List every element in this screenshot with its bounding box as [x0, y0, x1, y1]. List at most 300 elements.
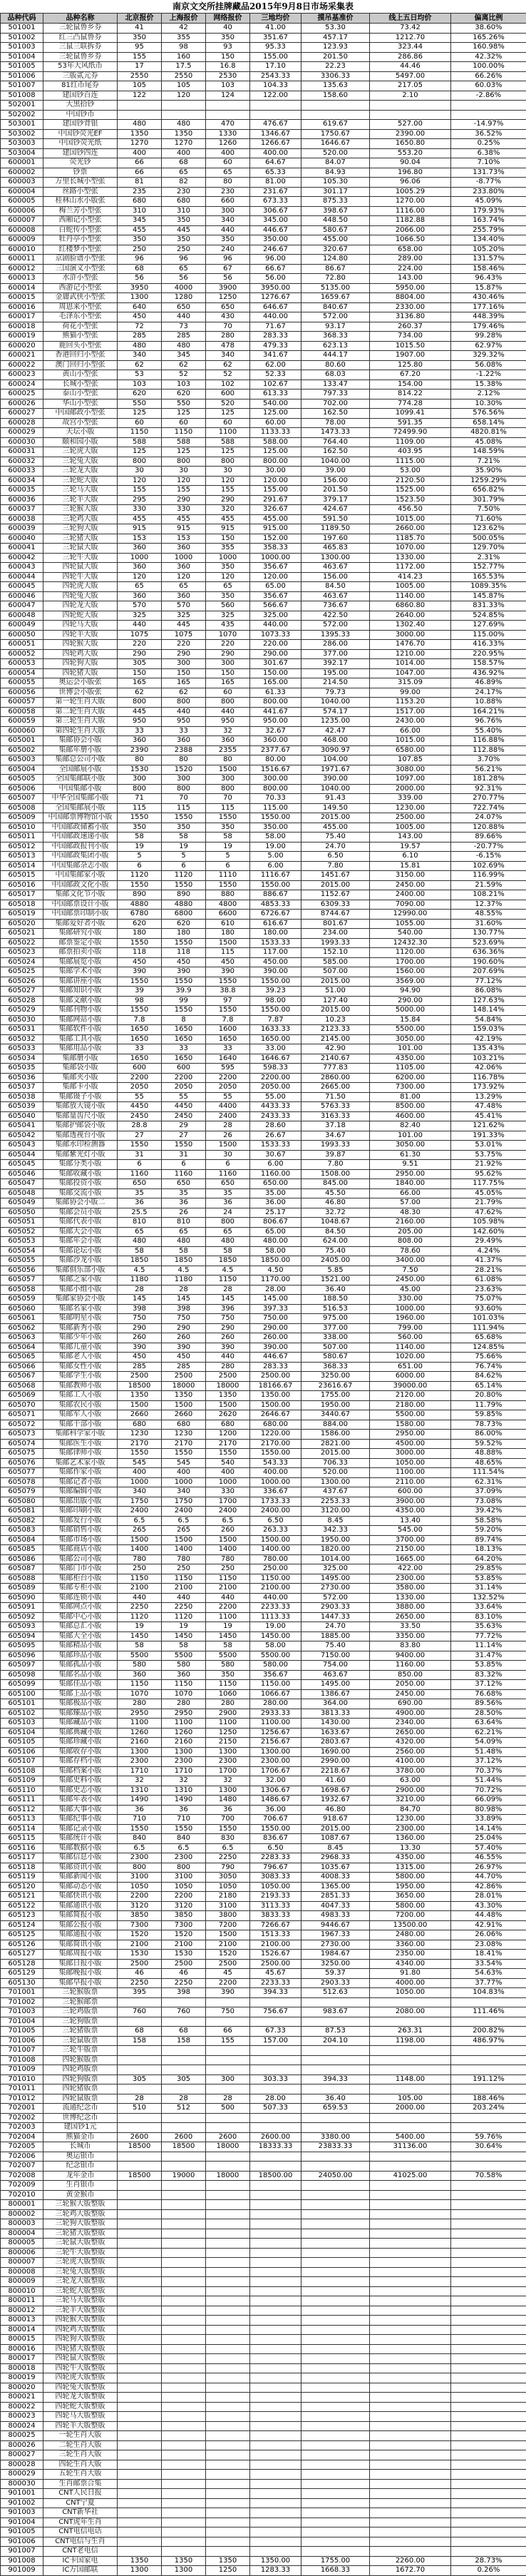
benchmark-price-cell: 34.67: [301, 1131, 370, 1141]
deviation-cell: -8.77%: [451, 178, 526, 188]
name-cell: 三轮鸡大版: [43, 514, 118, 524]
avg-price-cell: 390.00: [250, 967, 301, 977]
five-day-avg-cell: 1014.00: [370, 659, 451, 669]
avg-price-cell: 1000.00: [250, 1477, 301, 1487]
name-cell: CNT人民日报: [43, 2489, 118, 2499]
shanghai-price-cell: 26: [162, 1208, 206, 1218]
code-cell: 605050: [1, 1208, 43, 1218]
name-cell: 集邮公司小版: [43, 1554, 118, 1564]
shanghai-price-cell: 620: [162, 919, 206, 929]
five-day-avg-cell: 2110.00: [370, 1477, 451, 1487]
beijing-price-cell: 1750: [118, 1497, 162, 1507]
avg-price-cell: 95.33: [250, 43, 301, 53]
online-price-cell: 18000: [206, 1381, 250, 1391]
shanghai-price-cell: 1500: [162, 1535, 206, 1545]
table-row: [1, 1670, 526, 1680]
deviation-cell: [451, 2286, 526, 2296]
name-cell: 三轮鼠鲁乡券: [43, 52, 118, 62]
avg-price-cell: [250, 2046, 301, 2056]
name-cell: 四轮牛大版整版: [43, 2363, 118, 2373]
table-row: [1, 1612, 526, 1622]
online-price-cell: 1600: [206, 1025, 250, 1035]
name-cell: 第三轮生肖大版: [43, 717, 118, 727]
shanghai-price-cell: 80: [162, 755, 206, 765]
five-day-avg-cell: 217.05: [370, 81, 451, 91]
avg-price-cell: [250, 110, 301, 120]
avg-price-cell: 397.33: [250, 1304, 301, 1314]
online-price-cell: 260: [206, 1526, 250, 1536]
table-row: [1, 43, 526, 53]
benchmark-price-cell: 127.40: [301, 996, 370, 1006]
deviation-cell: 76.74%: [451, 1362, 526, 1372]
name-cell: 集邮收存小版: [43, 1747, 118, 1757]
online-price-cell: 1060: [206, 1689, 250, 1699]
deviation-cell: 48.65%: [451, 1458, 526, 1468]
beijing-price-cell: 680: [118, 197, 162, 207]
five-day-avg-cell: 339.00: [370, 794, 451, 804]
name-cell: 四轮鸡版票: [43, 2065, 118, 2075]
benchmark-price-cell: 338.00: [301, 1333, 370, 1343]
table-row: [1, 880, 526, 890]
shanghai-price-cell: [162, 2450, 206, 2460]
deviation-cell: 301.79%: [451, 495, 526, 505]
table-row: [1, 486, 526, 496]
deviation-cell: [451, 2229, 526, 2239]
table-row: [1, 2258, 526, 2268]
table-row: [1, 813, 526, 823]
avg-price-cell: 2543.33: [250, 71, 301, 81]
online-price-cell: 350: [206, 33, 250, 43]
beijing-price-cell: 66: [118, 168, 162, 178]
online-price-cell: 35: [206, 1188, 250, 1198]
code-cell: 605120: [1, 1882, 43, 1892]
name-cell: 三轮猴邮票: [43, 1997, 118, 2007]
deviation-cell: 121.62%: [451, 1121, 526, 1131]
shanghai-price-cell: 65: [162, 264, 206, 274]
five-day-avg-cell: 1099.41: [370, 409, 451, 419]
code-cell: 800029: [1, 2470, 43, 2480]
avg-price-cell: [250, 2383, 301, 2393]
table-row: [1, 572, 526, 582]
deviation-cell: 255.79%: [451, 225, 526, 235]
beijing-price-cell: 300: [118, 775, 162, 785]
name-cell: 建国钞背银: [43, 120, 118, 130]
deviation-cell: 173.92%: [451, 1083, 526, 1093]
table-row: [1, 1930, 526, 1940]
online-price-cell: 390: [206, 1343, 250, 1353]
table-row: [1, 1025, 526, 1035]
benchmark-price-cell: 1152.67: [301, 890, 370, 900]
deviation-cell: 329.32%: [451, 351, 526, 361]
benchmark-price-cell: 1950.00: [301, 1400, 370, 1410]
name-cell: 三轮鼠大版整版: [43, 2239, 118, 2249]
table-row: [1, 1410, 526, 1420]
shanghai-price-cell: 6: [162, 1160, 206, 1170]
shanghai-price-cell: 2050: [162, 1083, 206, 1093]
code-cell: 605074: [1, 1439, 43, 1449]
deviation-cell: [451, 2277, 526, 2287]
avg-price-cell: [250, 2325, 301, 2335]
benchmark-price-cell: 1885.00: [301, 1631, 370, 1641]
five-day-avg-cell: 1097.00: [370, 775, 451, 785]
online-price-cell: 1640: [206, 1054, 250, 1064]
benchmark-price-cell: 2821.00: [301, 1439, 370, 1449]
online-price-cell: 1050: [206, 1882, 250, 1892]
table-row: [1, 1266, 526, 1276]
code-cell: 800021: [1, 2393, 43, 2403]
beijing-price-cell: 1850: [118, 1256, 162, 1266]
beijing-price-cell: 1120: [118, 1612, 162, 1622]
code-cell: 600027: [1, 409, 43, 419]
five-day-avg-cell: 3050.00: [370, 1034, 451, 1044]
avg-price-cell: 1350.00: [250, 1391, 301, 1401]
shanghai-price-cell: 1710: [162, 1766, 206, 1776]
online-price-cell: 28: [206, 2094, 250, 2104]
table-row: [1, 514, 526, 524]
online-price-cell: 1110: [206, 871, 250, 881]
deviation-cell: 89.56%: [451, 1699, 526, 1709]
shanghai-price-cell: 1000: [162, 1477, 206, 1487]
table-row: [1, 601, 526, 611]
benchmark-price-cell: [301, 2113, 370, 2123]
code-cell: 600037: [1, 505, 43, 515]
name-cell: 一轮生肖大版: [43, 2431, 118, 2441]
beijing-price-cell: 105: [118, 81, 162, 91]
deviation-cell: 96.43%: [451, 274, 526, 284]
code-cell: 605107: [1, 1757, 43, 1767]
table-row: [1, 33, 526, 43]
shanghai-price-cell: 1550: [162, 977, 206, 987]
code-cell: 600016: [1, 302, 43, 312]
shanghai-price-cell: [162, 2518, 206, 2527]
name-cell: 二轮生肖大版: [43, 2440, 118, 2450]
deviation-cell: 78.73%: [451, 1420, 526, 1430]
code-cell: 901004: [1, 2518, 43, 2527]
deviation-cell: 23.08%: [451, 1940, 526, 1950]
code-cell: 605023: [1, 948, 43, 958]
benchmark-price-cell: [301, 2344, 370, 2354]
code-cell: 901005: [1, 2527, 43, 2537]
benchmark-price-cell: 424.67: [301, 505, 370, 515]
beijing-price-cell: 6.5: [118, 1843, 162, 1853]
five-day-avg-cell: 2.10: [370, 91, 451, 101]
name-cell: 四轮马大版整版: [43, 2412, 118, 2422]
table-row: [1, 1959, 526, 1969]
table-row: [1, 1631, 526, 1641]
online-price-cell: 2200: [206, 1073, 250, 1083]
table-row: [1, 1843, 526, 1853]
deviation-cell: 181.28%: [451, 775, 526, 785]
beijing-price-cell: 398: [118, 1304, 162, 1314]
benchmark-price-cell: 764.40: [301, 437, 370, 447]
name-cell: 集邮军人小版: [43, 1410, 118, 1420]
avg-price-cell: 125.00: [250, 409, 301, 419]
five-day-avg-cell: 4350.00: [370, 1054, 451, 1064]
benchmark-price-cell: 5763.33: [301, 1102, 370, 1112]
name-cell: 集邮史志小版: [43, 1786, 118, 1796]
online-price-cell: [206, 2498, 250, 2508]
online-price-cell: 700: [206, 1815, 250, 1825]
name-cell: 四轮鼠大版: [43, 563, 118, 573]
name-cell: 四轮兔大版整版: [43, 2383, 118, 2393]
avg-price-cell: 588.00: [250, 437, 301, 447]
five-day-avg-cell: 7090.00: [370, 900, 451, 910]
shanghai-price-cell: 1450: [162, 1631, 206, 1641]
beijing-price-cell: [118, 2219, 162, 2229]
five-day-avg-cell: 1198.00: [370, 2036, 451, 2046]
benchmark-price-cell: [301, 2518, 370, 2527]
avg-price-cell: [250, 2431, 301, 2441]
online-price-cell: 16.8: [206, 62, 250, 72]
online-price-cell: [206, 2393, 250, 2403]
shanghai-price-cell: 360: [162, 736, 206, 746]
avg-price-cell: 52.33: [250, 370, 301, 380]
online-price-cell: 280: [206, 1699, 250, 1709]
beijing-price-cell: 455: [118, 225, 162, 235]
beijing-price-cell: 915: [118, 524, 162, 534]
five-day-avg-cell: 3880.00: [370, 1603, 451, 1613]
code-cell: 605100: [1, 1689, 43, 1699]
code-cell: 600050: [1, 630, 43, 640]
online-price-cell: 470: [206, 120, 250, 130]
five-day-avg-cell: 2330.00: [370, 302, 451, 312]
code-cell: 605097: [1, 1661, 43, 1671]
code-cell: 605090: [1, 1593, 43, 1603]
beijing-price-cell: [118, 2363, 162, 2373]
code-cell: 501002: [1, 33, 43, 43]
deviation-cell: 56.21%: [451, 765, 526, 775]
five-day-avg-cell: 315.09: [370, 678, 451, 688]
column-header: 三地均价: [250, 14, 301, 24]
shanghai-price-cell: 65: [162, 168, 206, 178]
five-day-avg-cell: 39000.00: [370, 1381, 451, 1391]
avg-price-cell: 400.00: [250, 148, 301, 158]
name-cell: 集邮干部小版: [43, 1420, 118, 1430]
avg-price-cell: [250, 2306, 301, 2316]
avg-price-cell: [250, 2286, 301, 2296]
name-cell: 集邮册小版: [43, 1054, 118, 1064]
deviation-cell: 59.20%: [451, 1526, 526, 1536]
beijing-price-cell: [118, 110, 162, 120]
code-cell: 605085: [1, 1545, 43, 1555]
benchmark-price-cell: 80.60: [301, 360, 370, 370]
benchmark-price-cell: 463.67: [301, 563, 370, 573]
deviation-cell: -20.77%: [451, 842, 526, 852]
benchmark-price-cell: 3120.00: [301, 1507, 370, 1517]
five-day-avg-cell: 4340.00: [370, 1959, 451, 1969]
code-cell: 702001: [1, 2104, 43, 2114]
beijing-price-cell: 2300: [118, 1757, 162, 1767]
table-row: [1, 1131, 526, 1141]
shanghai-price-cell: 2400: [162, 1507, 206, 1517]
table-row: [1, 2566, 526, 2576]
five-day-avg-cell: 2120.50: [370, 476, 451, 486]
name-cell: 集邮简报小版: [43, 1911, 118, 1921]
table-row: [1, 1834, 526, 1844]
online-price-cell: 120: [206, 572, 250, 582]
code-cell: 600060: [1, 726, 43, 736]
avg-price-cell: 326.67: [250, 505, 301, 515]
online-price-cell: 600: [206, 390, 250, 399]
name-cell: 集邮市场小版: [43, 1535, 118, 1545]
avg-price-cell: [250, 2489, 301, 2499]
five-day-avg-cell: 1950.00: [370, 1882, 451, 1892]
code-cell: 605105: [1, 1738, 43, 1748]
five-day-avg-cell: [370, 2508, 451, 2518]
code-cell: 702004: [1, 2132, 43, 2142]
benchmark-price-cell: 1386.67: [301, 1689, 370, 1699]
beijing-price-cell: 118: [118, 948, 162, 958]
avg-price-cell: [250, 2354, 301, 2364]
beijing-price-cell: 5: [118, 852, 162, 862]
code-cell: 605102: [1, 1709, 43, 1719]
beijing-price-cell: 305: [118, 2074, 162, 2084]
benchmark-price-cell: 983.67: [301, 2007, 370, 2017]
five-day-avg-cell: 33.50: [370, 1622, 451, 1632]
name-cell: 三轮猴版票: [43, 1988, 118, 1998]
benchmark-price-cell: 3813.33: [301, 1709, 370, 1719]
online-price-cell: 6: [206, 861, 250, 871]
deviation-cell: 11.14%: [451, 1641, 526, 1651]
shanghai-price-cell: 1550: [162, 1006, 206, 1016]
code-cell: 605071: [1, 1410, 43, 1420]
deviation-cell: 165.53%: [451, 572, 526, 582]
table-row: [1, 1997, 526, 2007]
benchmark-price-cell: 162.50: [301, 447, 370, 457]
deviation-cell: [451, 1997, 526, 2007]
deviation-cell: 207.69%: [451, 967, 526, 977]
avg-price-cell: 646.67: [250, 302, 301, 312]
beijing-price-cell: [118, 2537, 162, 2547]
code-cell: 503004: [1, 148, 43, 158]
code-cell: 800020: [1, 2383, 43, 2393]
five-day-avg-cell: 67.20: [370, 370, 451, 380]
table-row: [1, 216, 526, 226]
benchmark-price-cell: 1668.33: [301, 2566, 370, 2576]
avg-price-cell: 263.33: [250, 1526, 301, 1536]
code-cell: 605027: [1, 987, 43, 997]
table-row: [1, 910, 526, 920]
code-cell: 800001: [1, 2200, 43, 2210]
shanghai-price-cell: 1150: [162, 1574, 206, 1584]
beijing-price-cell: 760: [118, 2007, 162, 2017]
name-cell: 三轮鼠鲁乡券: [43, 24, 118, 34]
benchmark-price-cell: 8.45: [301, 1516, 370, 1526]
avg-price-cell: 6.00: [250, 861, 301, 871]
table-row: [1, 1169, 526, 1179]
beijing-price-cell: 1520: [118, 1930, 162, 1940]
benchmark-price-cell: 5.85: [301, 1266, 370, 1276]
deviation-cell: 47.48%: [451, 1102, 526, 1112]
shanghai-price-cell: 1120: [162, 1612, 206, 1622]
name-cell: 四轮狗版票: [43, 2074, 118, 2084]
beijing-price-cell: 1050: [118, 1882, 162, 1892]
benchmark-price-cell: 3250.00: [301, 1372, 370, 1382]
table-row: [1, 1333, 526, 1343]
name-cell: 四轮马大版: [43, 621, 118, 631]
online-price-cell: 55: [206, 1092, 250, 1102]
code-cell: 605061: [1, 1314, 43, 1324]
code-cell: 605006: [1, 784, 43, 794]
benchmark-price-cell: 1040.00: [301, 784, 370, 794]
deviation-cell: 188.46%: [451, 2094, 526, 2104]
table-row: [1, 2450, 526, 2460]
deviation-cell: 86.08%: [451, 987, 526, 997]
shanghai-price-cell: 285: [162, 1362, 206, 1372]
avg-price-cell: [250, 2470, 301, 2480]
shanghai-price-cell: 33: [162, 726, 206, 736]
deviation-cell: 448.39%: [451, 312, 526, 322]
benchmark-price-cell: 390.00: [301, 775, 370, 785]
table-row: [1, 977, 526, 987]
online-price-cell: [206, 2113, 250, 2123]
deviation-cell: 111.94%: [451, 1323, 526, 1333]
name-cell: 三轮生肖大版: [43, 2450, 118, 2460]
online-price-cell: 2180: [206, 1892, 250, 1902]
table-row: [1, 553, 526, 563]
benchmark-price-cell: 75.40: [301, 1246, 370, 1256]
online-price-cell: [206, 101, 250, 111]
beijing-price-cell: 1150: [118, 1574, 162, 1584]
five-day-avg-cell: 4350.00: [370, 1853, 451, 1863]
benchmark-price-cell: 2015.00: [301, 1824, 370, 1834]
five-day-avg-cell: [370, 2209, 451, 2219]
name-cell: 集邮臻品小版: [43, 1709, 118, 1719]
table-row: [1, 2200, 526, 2210]
avg-price-cell: 2200.00: [250, 1073, 301, 1083]
beijing-price-cell: 4.5: [118, 1266, 162, 1276]
shanghai-price-cell: [162, 2431, 206, 2441]
five-day-avg-cell: 1005.00: [370, 823, 451, 833]
five-day-avg-cell: 1650.80: [370, 139, 451, 149]
deviation-cell: 165.26%: [451, 33, 526, 43]
beijing-price-cell: 2250: [118, 1978, 162, 1988]
code-cell: 503003: [1, 139, 43, 149]
online-price-cell: 30: [206, 467, 250, 477]
deviation-cell: 51.44%: [451, 1776, 526, 1786]
online-price-cell: [206, 2123, 250, 2133]
deviation-cell: 145.87%: [451, 591, 526, 601]
benchmark-price-cell: 840.67: [301, 302, 370, 312]
code-cell: 605128: [1, 1959, 43, 1969]
deviation-cell: 47.62%: [451, 1208, 526, 1218]
avg-price-cell: [250, 2508, 301, 2518]
shanghai-price-cell: 2200: [162, 1892, 206, 1902]
deviation-cell: 44.48%: [451, 1911, 526, 1921]
benchmark-price-cell: [301, 2527, 370, 2537]
shanghai-price-cell: 4000: [162, 283, 206, 293]
name-cell: 集邮文献小版: [43, 996, 118, 1006]
code-cell: 701011: [1, 2084, 43, 2094]
shanghai-price-cell: 290: [162, 649, 206, 659]
benchmark-price-cell: 2145.00: [301, 1034, 370, 1044]
benchmark-price-cell: 448.50: [301, 216, 370, 226]
name-cell: 集邮动态小版: [43, 1882, 118, 1892]
table-row: [1, 1873, 526, 1883]
shanghai-price-cell: 1350: [162, 1391, 206, 1401]
name-cell: 红三凸鼠鲁券: [43, 33, 118, 43]
code-cell: 605101: [1, 1699, 43, 1709]
name-cell: 四轮猴大版整版: [43, 2316, 118, 2326]
beijing-price-cell: 800: [118, 457, 162, 467]
table-row: [1, 245, 526, 255]
beijing-price-cell: 2250: [118, 1603, 162, 1613]
benchmark-price-cell: 1820.00: [301, 1545, 370, 1555]
beijing-price-cell: 2200: [118, 1892, 162, 1902]
beijing-price-cell: [118, 2277, 162, 2287]
table-row: [1, 1083, 526, 1093]
avg-price-cell: 70.33: [250, 794, 301, 804]
